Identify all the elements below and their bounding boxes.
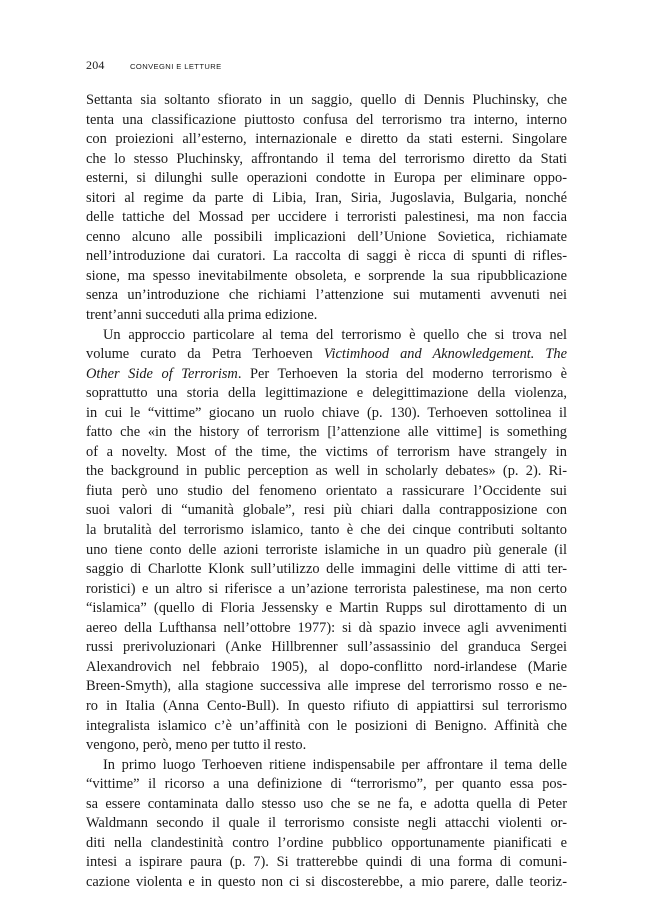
paragraph-1 (86, 91, 567, 326)
text-line: con proiezioni all’esterno, internazionale e diretto da stati esterni. Singolare (86, 131, 567, 148)
text-line: sitori al regime da parte di Libia, Iran, Siria, Jugoslavia, Bulgaria, nonché (86, 189, 567, 206)
text-line (86, 345, 567, 365)
text-line: aereo della Lufthansa nell’ottobre 1977): si dà spazio invece agli avvenimenti (86, 619, 567, 636)
paragraph-3 (86, 756, 567, 893)
text-line: suoi valori di “umanità globale”, resi più chiari dalla contrapposizione con (86, 502, 567, 519)
text-line: integralista islamico c’è un’affinità con le posizioni di Benigno. Affinità che (86, 717, 567, 734)
text-line: esterni, si dilunghi sulle operazioni condotte in Europa per eliminare oppo- (86, 170, 567, 187)
text-line: uno tiene conto delle azioni terroriste islamiche in un quadro più generale (il (86, 541, 567, 558)
text-line: tenta una classificazione piuttosto confusa del terrorismo tra interno, interno (86, 111, 567, 128)
text-line: la brutalità del terrorismo islamico, tanto è che dei cinque contributi soltanto (86, 522, 567, 539)
text-line: Waldmann secondo il quale il terrorismo consiste negli attacchi violenti or- (86, 815, 567, 832)
text-line: saggio di Charlotte Klonk sull’utilizzo delle immagini delle vittime di atti ter- (86, 561, 567, 578)
text-line: “vittime” il ricorso a una definizione di “terrorismo”, per quanto essa pos- (86, 776, 567, 793)
text-line: diti nella clandestinità contro l’ordine pubblico opportunamente pianificati e (86, 834, 567, 851)
text-line: sione, ma spesso inevitabilmente obsoleta, e sorprende la sua ripubblicazione (86, 267, 567, 284)
text-line: fatto che «in the history of terrorism [l’attenzione alle vittime] is something (86, 424, 567, 441)
running-head (86, 58, 566, 72)
text-line: russi prerivoluzionari (Anke Hillbrenner sull’assassinio del granduca Sergei (86, 639, 567, 656)
text-line: In primo luogo Terhoeven ritiene indispensabile per affrontare il tema delle (103, 756, 567, 773)
body-text (86, 91, 567, 892)
book-title-italic: Victimhood and Aknowledgement. The (323, 346, 567, 363)
text-line: the background in public perception as well in scholarly debates» (p. 2). Ri- (86, 463, 567, 480)
text-line (86, 365, 567, 385)
text-line: soprattutto una storia della legittimazione e delegittimazione della violenza, (86, 385, 567, 402)
text-line: fiuta però uno studio del fenomeno orientato a rassicurare l’Occidente sui (86, 482, 567, 499)
text-line: Breen-Smyth), alla stagione successiva alle imprese del terrorismo rosso e ne- (86, 678, 567, 695)
text-line: roristici) e un altro si riferisce a un’azione terrorista palestinese, ma non certo (86, 580, 567, 597)
text-line: “islamica” (quello di Floria Jessensky e Martin Rupps sul dirottamento di un (86, 600, 567, 617)
text-line: ro in Italia (Anna Cento-Bull). In questo rifiuto di appiattirsi sul terrorismo (86, 697, 567, 714)
text-line: cazione violenta e in questo non ci si discosterebbe, a mio parere, dalle teoriz- (86, 873, 567, 890)
page-number: 204 (86, 58, 105, 72)
section-title: CONVEGNI E LETTURE (130, 62, 222, 71)
text-run: volume curato da Petra Terhoeven (86, 346, 324, 363)
book-title-italic: Other Side of Terrorism (86, 365, 238, 382)
text-line: trent’anni succeduti alla prima edizione. (86, 307, 318, 324)
text-line: Alexandrovich nel febbraio 1905), al dopo-conflitto nord-irlandese (Marie (86, 658, 567, 675)
text-line: sa essere contaminata dallo stesso uso che se ne fa, e adotta quella di Peter (86, 795, 567, 812)
text-line: Settanta sia soltanto sfiorato in un saggio, quello di Dennis Pluchinsky, che (86, 92, 567, 108)
text-line: Un approccio particolare al tema del terrorismo è quello che si trova nel (103, 326, 567, 343)
text-line: nell’introduzione dai curatori. La raccolta di saggi è ricca di spunti di rifles- (86, 248, 567, 265)
text-line: senza un’introduzione che richiami l’attenzione sui mutamenti avvenuti nei (86, 287, 567, 304)
text-line: intesi a ispirare paura (p. 7). Si tratterebbe quindi di una forma di comuni- (86, 854, 567, 871)
text-line: cenno alcuno alle possibili implicazioni dell’Unione Sovietica, richiamate (86, 228, 567, 245)
text-line: in cui le “vittime” giocano un ruolo chiave (p. 130). Terhoeven sottolinea il (86, 404, 567, 421)
text-run: . Per Terhoeven la storia del moderno terrorismo è (237, 365, 567, 382)
paragraph-2 (86, 326, 567, 756)
text-line: vengono, però, meno per tutto il resto. (86, 737, 307, 754)
text-line: of a novelty. Most of the time, the victims of terrorism have strangely in (86, 443, 567, 460)
text-line: che lo stesso Pluchinsky, affrontando il tema del terrorismo diretto da Stati (86, 150, 567, 167)
text-line: delle tattiche del Mossad per uccidere i terroristi palestinesi, ma non faccia (86, 209, 567, 226)
